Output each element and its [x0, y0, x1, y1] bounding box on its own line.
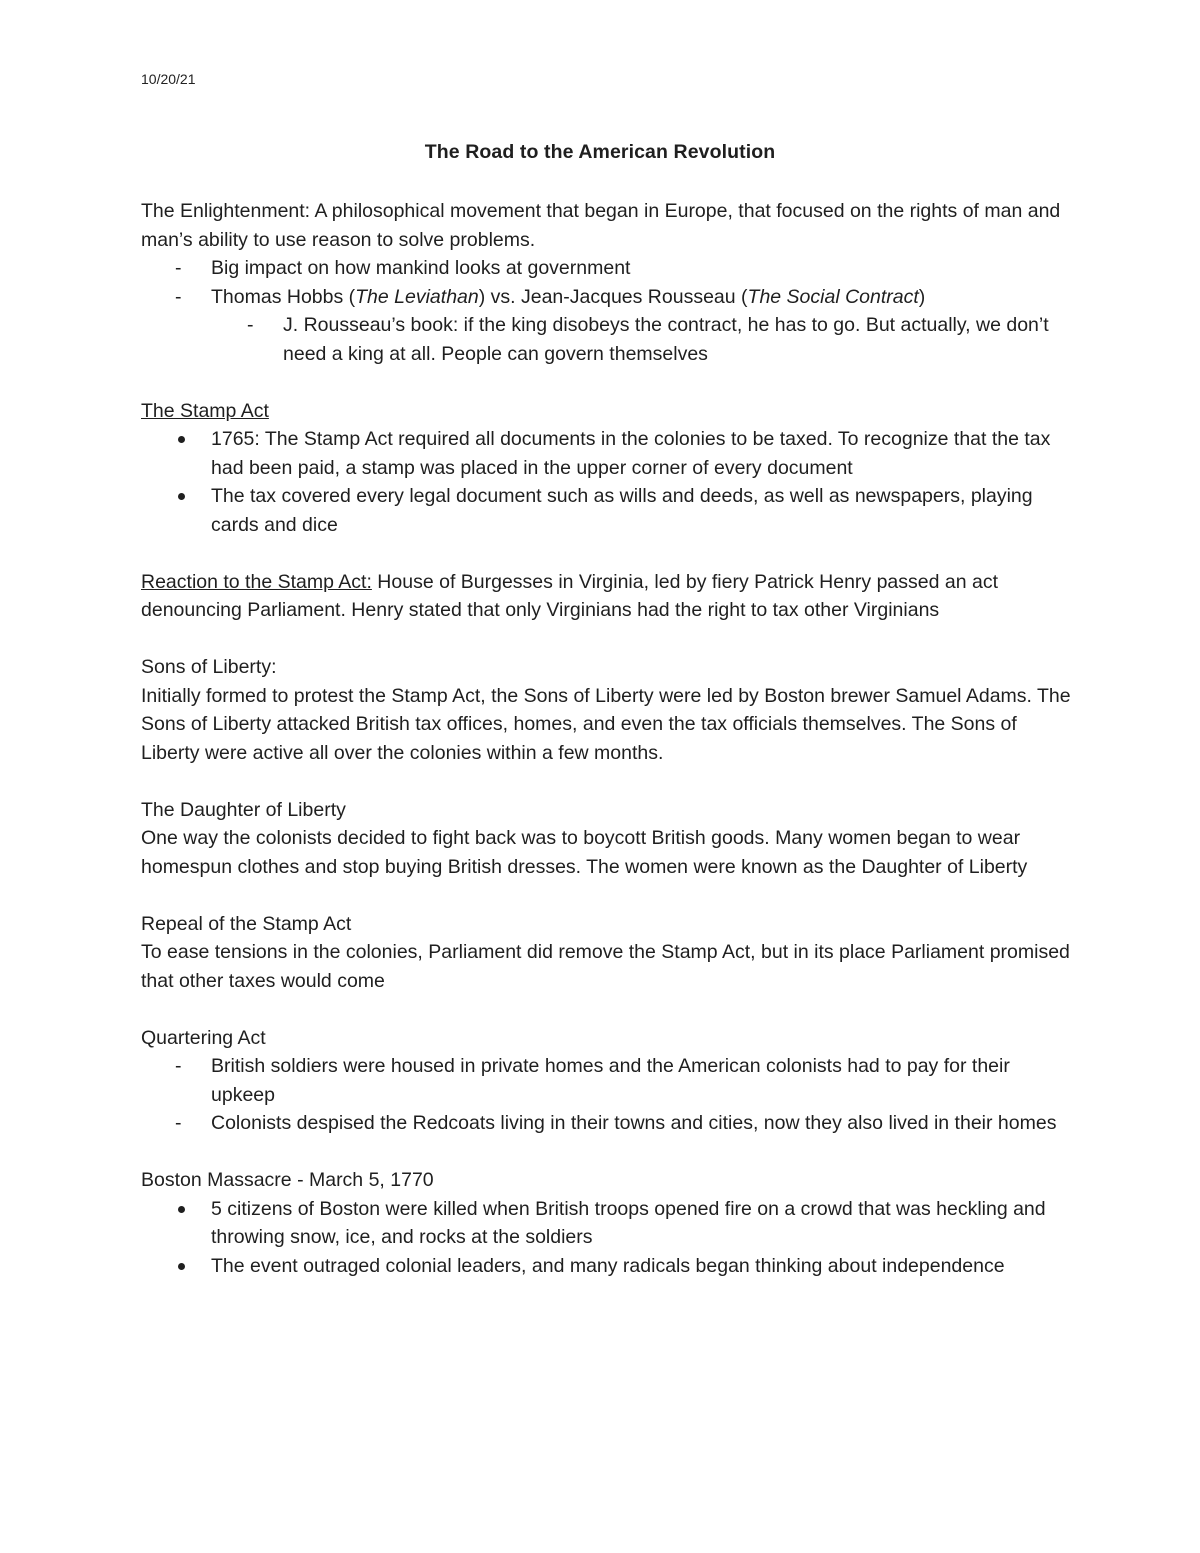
stamp-act-heading: The Stamp Act: [141, 399, 269, 422]
list-item: - J. Rousseau’s book: if the king disobeys the contract, he has to go. But actually, we don’t need a king at all. People can govern themselves: [141, 311, 1071, 368]
reaction-paragraph: [141, 568, 1071, 625]
text-run: Thomas Hobbs (: [211, 285, 356, 308]
list-item: The tax covered every legal document such as wills and deeds, as well as newspapers, playing cards and dice: [141, 482, 1071, 539]
list-item: 5 citizens of Boston were killed when British troops opened fire on a crowd that was heckling and throwing snow, ice, and rocks at the soldiers: [141, 1195, 1071, 1252]
book-title: The Leviathan: [355, 285, 479, 308]
massacre-heading: Boston Massacre - March 5, 1770: [141, 1169, 434, 1191]
quartering-heading: Quartering Act: [141, 1026, 266, 1049]
text-run: ): [918, 285, 926, 308]
list-item: - Big impact on how mankind looks at government: [141, 254, 1071, 283]
reaction-text: House of Burgesses in Virginia, led by fiery Patrick Henry passed an act denouncing Parliament. Henry stated that only Virginians had the right to tax other Virginians: [141, 570, 999, 621]
repeal-heading: Repeal of the Stamp Act: [141, 912, 352, 935]
repeal-text: To ease tensions in the colonies, Parliament did remove the Stamp Act, but in its place Parliament promised that other taxes would come: [141, 941, 1070, 992]
quartering-list: [141, 1052, 1071, 1138]
list-item: [141, 283, 1071, 312]
reaction-heading: Reaction to the Stamp Act:: [141, 570, 372, 593]
list-item: 1765: The Stamp Act required all documents in the colonies to be taxed. To recognize that the tax had been paid, a stamp was placed in the upper corner of every document: [141, 425, 1071, 482]
massacre-list: [141, 1195, 1071, 1281]
list-item: - British soldiers were housed in private homes and the American colonists had to pay for their upkeep: [141, 1052, 1071, 1109]
stamp-act-list: [141, 425, 1071, 539]
enlightenment-list: [141, 254, 1071, 311]
text-run: ) vs. Jean-Jacques Rousseau (: [478, 285, 748, 308]
sons-text: Initially formed to protest the Stamp Act, the Sons of Liberty were led by Boston brewer Samuel Adams. The Sons of Liberty attacked British tax offices, homes, and even the tax officials themselves. The Sons of Liberty were active all over the colonies within a few months.: [141, 684, 1071, 764]
daughter-text: One way the colonists decided to fight back was to boycott British goods. Many women began to wear homespun clothes and stop buying British dresses. The women were known as the Daughter of Liberty: [141, 827, 1028, 878]
document-title: The Road to the American Revolution: [424, 141, 776, 163]
document-date: 10/20/21: [141, 71, 196, 87]
daughter-heading: The Daughter of Liberty: [141, 798, 346, 821]
sons-heading: Sons of Liberty:: [141, 656, 277, 678]
document-body: [141, 197, 1071, 1280]
list-item: The event outraged colonial leaders, and many radicals began thinking about independence: [141, 1252, 1071, 1281]
list-item: - Colonists despised the Redcoats living in their towns and cities, now they also lived in their homes: [141, 1109, 1071, 1138]
enlightenment-sublist: [141, 311, 1071, 368]
book-title: The Social Contract: [747, 285, 919, 308]
enlightenment-intro: The Enlightenment: A philosophical movement that began in Europe, that focused on the rights of man and man’s ability to use reason to solve problems.: [141, 200, 1061, 251]
